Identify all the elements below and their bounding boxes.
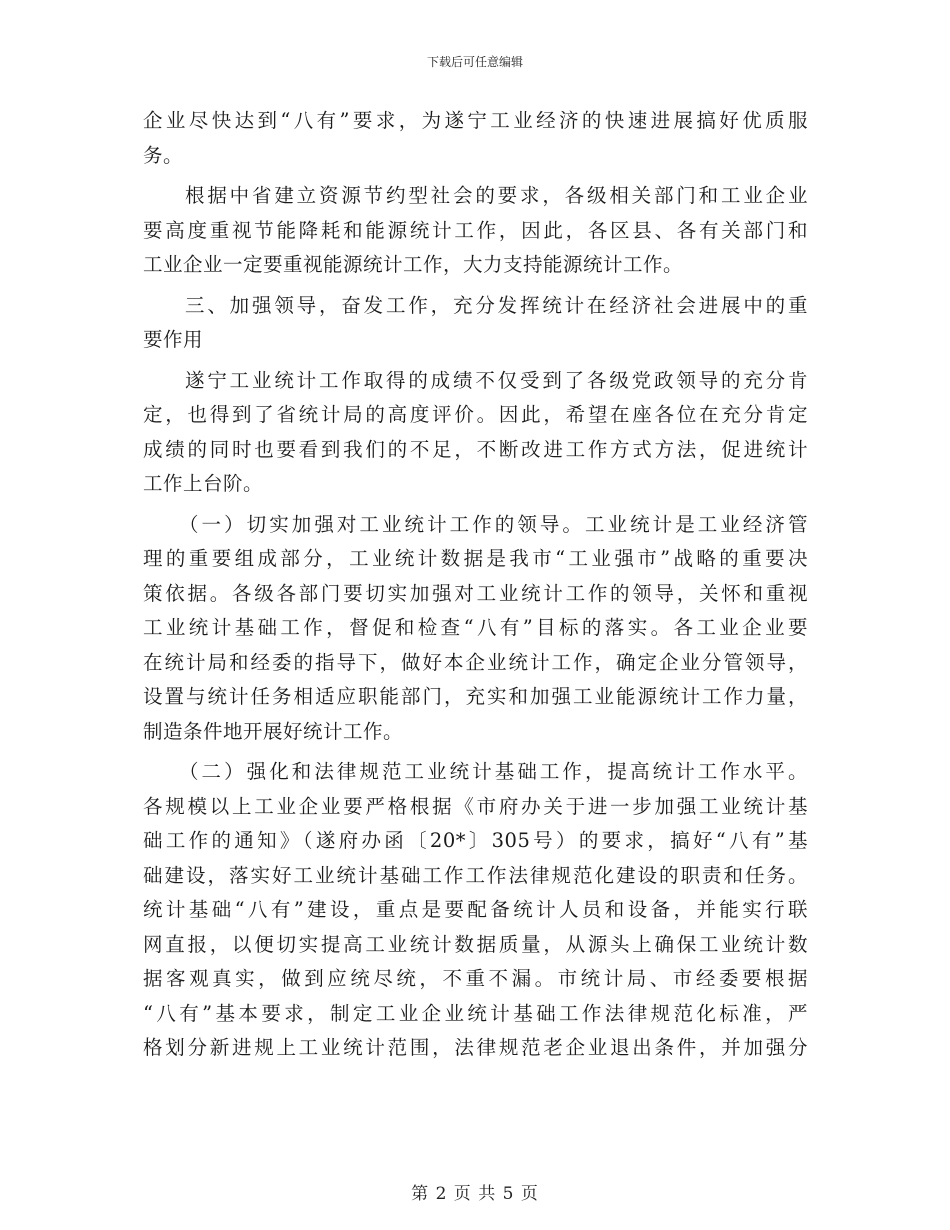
- text-line: 工业统计基础工作，督促和检查“八有”目标的落实。各工业企业要: [143, 616, 808, 639]
- text-line: 要高度重视节能降耗和能源统计工作，因此，各区县、各有关部门和: [143, 218, 808, 242]
- text-line: 工作上台阶。: [143, 472, 264, 495]
- text-line: 工业企业一定要重视能源统计工作，大力支持能源统计工作。: [143, 253, 684, 276]
- text-line: （二）强化和法律规范工业统计基础工作，提高统计工作水平。: [179, 760, 808, 783]
- section-heading-line: 要作用: [143, 328, 204, 351]
- text-line: （一）切实加强对工业统计工作的领导。工业统计是工业经济管: [179, 512, 808, 536]
- text-line: 制造条件地开展好统计工作。: [143, 719, 404, 743]
- text-line: 务。: [143, 143, 184, 167]
- text-line: 网直报，以便切实提高工业统计数据质量，从源头上确保工业统计数: [143, 932, 808, 956]
- text-line: 理的重要组成部分，工业统计数据是我市“工业强市”战略的重要决: [143, 547, 808, 570]
- text-line: 企业尽快达到“八有”要求，为遂宁工业经济的快速进展搞好优质服: [143, 109, 808, 132]
- section-heading-line: 三、加强领导，奋发工作，充分发挥统计在经济社会进展中的重: [185, 293, 808, 317]
- text-line: 统计基础“八有”建设，重点是要配备统计人员和设备，并能实行联: [143, 898, 808, 921]
- text-line: 设置与统计任务相适应职能部门，充实和加强工业能源统计工作力量，: [143, 685, 808, 708]
- text-line: 在统计局和经委的指导下，做好本企业统计工作，确定企业分管领导，: [143, 650, 808, 674]
- text-line: 础建设，落实好工业统计基础工作工作法律规范化建设的职责和任务。: [143, 863, 808, 887]
- text-line: 定，也得到了省统计局的高度评价。因此，希望在座各位在充分肯定: [143, 403, 808, 426]
- page-header: 下载后可任意编辑: [426, 55, 523, 69]
- document-body: [143, 104, 808, 1066]
- text-line: 据客观真实，做到应统尽统，不重不漏。市统计局、市经委要根据: [143, 967, 808, 990]
- text-line: 成绩的同时也要看到我们的不足，不断改进工作方式方法，促进统计: [143, 437, 808, 461]
- text-line: 遂宁工业统计工作取得的成绩不仅受到了各级党政领导的充分肯: [185, 368, 808, 392]
- page-number: 第 2 页 共 5 页: [411, 1184, 539, 1204]
- text-line: 策依据。各级各部门要切实加强对工业统计工作的领导，关怀和重视: [143, 581, 808, 605]
- text-line: 础工作的通知》（遂府办函〔20*〕305号）的要求，搞好“八有”基: [143, 829, 808, 852]
- text-line: 各规模以上工业企业要严格根据《市府办关于进一步加强工业统计基: [143, 794, 808, 818]
- text-line: 格划分新进规上工业统计范围，法律规范老企业退出条件，并加强分: [143, 1036, 808, 1059]
- text-line: 根据中省建立资源节约型社会的要求，各级相关部门和工业企业: [185, 184, 808, 207]
- text-line: “八有”基本要求，制定工业企业统计基础工作法律规范化标准，严: [143, 1001, 808, 1025]
